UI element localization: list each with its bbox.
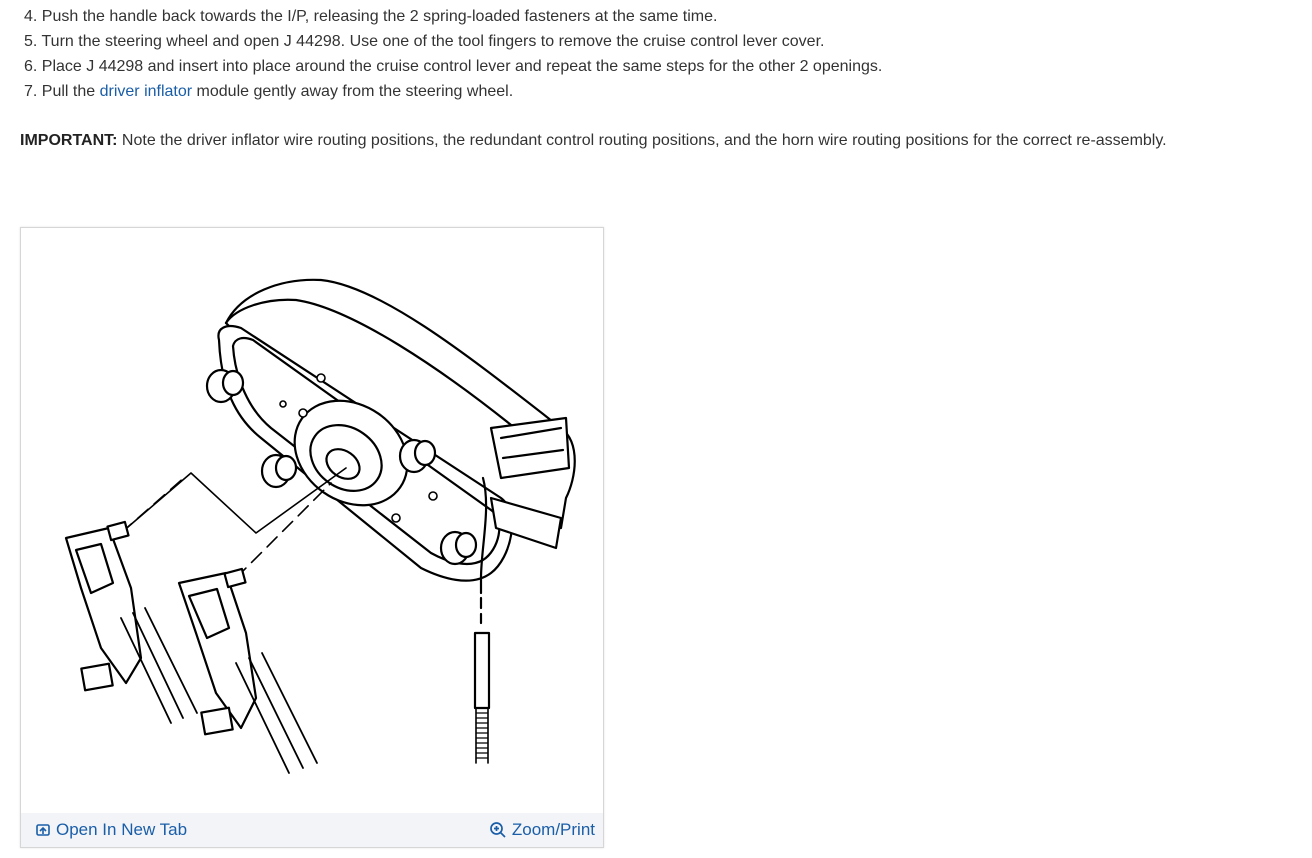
figure-footer [21,813,603,847]
step-5: 5. Turn the steering wheel and open J 44298. Use one of the tool fingers to remove the cruise control lever cover. [24,33,825,50]
driver-inflator-link[interactable]: driver inflator [99,83,193,100]
open-in-new-tab-label: Open In New Tab [56,820,188,839]
step-6: 6. Place J 44298 and insert into place around the cruise control lever and repeat the same steps for the other 2 openings. [24,58,883,75]
open-in-new-tab-icon [35,822,51,838]
steering-wheel-airbag-illustration[interactable] [21,228,603,813]
zoom-print-label: Zoom/Print [511,820,595,839]
important-note [20,128,1250,153]
figure-container [20,227,604,848]
zoom-in-icon [489,821,507,839]
important-label: IMPORTANT: [20,132,118,149]
step-7-suffix: module gently away from the steering wheel. [192,83,514,100]
step-4: 4. Push the handle back towards the I/P, releasing the 2 spring-loaded fasteners at the same time. [24,8,718,25]
important-text: Note the driver inflator wire routing positions, the redundant control routing positions, and the horn wire routing positions for the correct re-assembly. [117,132,1167,149]
step-7-prefix: 7. Pull the [24,83,100,100]
step-7 [24,79,882,104]
zoom-print-button[interactable] [489,819,595,841]
procedure-steps [24,4,882,104]
open-in-new-tab-button[interactable] [35,819,187,841]
